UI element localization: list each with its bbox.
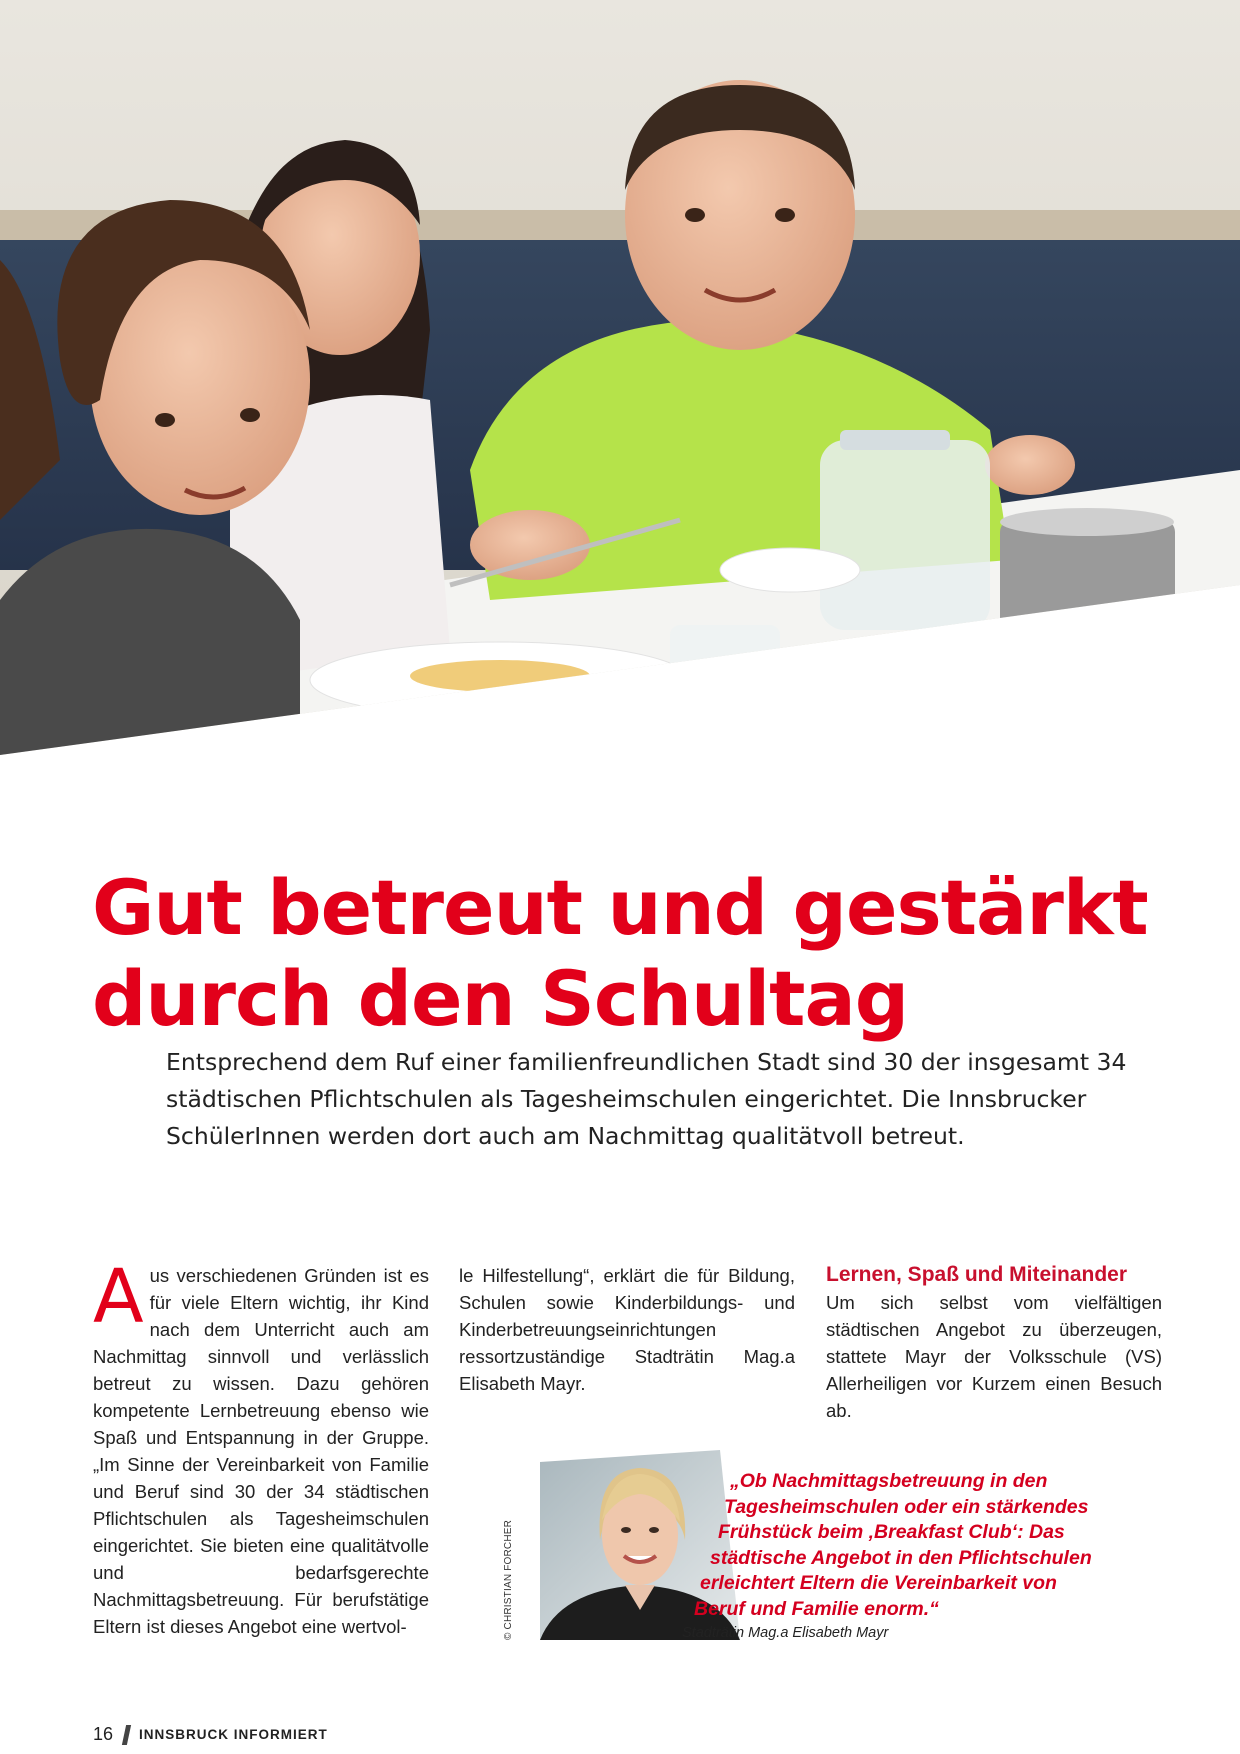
page-number: 16 [93, 1724, 114, 1744]
column-1-text: us verschiedenen Gründen ist es für viele Eltern wichtig, ihr Kind nach dem Unterricht auch am Nachmittag sinnvoll und verlässlich betreut zu wissen. Dazu gehören kompetente Lernbetreuung ebenso wie Spaß und Entspannung in der Gruppe. „Im Sinne der Vereinbarkeit von Familie und Beruf sind 30 der 34 städtischen Pflichtschulen als Tagesheimschulen eingerichtet. Sie bieten eine qualitätvolle und bedarfsgerechte Nachmittagsbetreuung. Für berufstätige Eltern ist dieses Angebot eine wertvol- [93, 1265, 429, 1637]
headline-line-1: Gut betreut und gestärkt [92, 863, 1148, 952]
photo-credit: © CHRISTIAN FORCHER [503, 1519, 514, 1640]
quote-line-1: „Ob Nachmittagsbetreuung in den [730, 1470, 1048, 1492]
hero-photo [0, 0, 1240, 755]
article-column-1 [93, 1254, 429, 1640]
page-footer [93, 1724, 328, 1745]
quote-line-3: Frühstück beim ‚Breakfast Club‘: Das [718, 1521, 1065, 1543]
quote-line-5: erleichtert Eltern die Vereinbarkeit von [700, 1572, 1057, 1594]
pull-quote [690, 1469, 1110, 1622]
article-headline [92, 862, 1192, 1044]
section-subheading: Lernen, Spaß und Miteinander [826, 1263, 1128, 1286]
quote-line-4: städtische Angebot in den Pflichtschulen [710, 1546, 1092, 1569]
headline-line-2: durch den Schultag [92, 954, 909, 1043]
drop-cap: A [93, 1254, 144, 1340]
article-column-2: le Hilfestellung“, erklärt die für Bildung, Schulen sowie Kinderbildungs- und Kinderbetreuungseinrichtungen ressortzuständige Stadträtin Mag.a Elisabeth Mayr. [459, 1265, 795, 1394]
article-column-3: Um sich selbst vom vielfältigen städtischen Angebot zu überzeugen, stattete Mayr der Volksschule (VS) Allerheiligen vor Kurzem einen Besuch ab. [826, 1292, 1162, 1421]
quote-author: Stadträtin Mag.a Elisabeth Mayr [682, 1625, 889, 1641]
slash-divider [122, 1725, 131, 1745]
article-lead: Entsprechend dem Ruf einer familienfreundlichen Stadt sind 30 der insgesamt 34 städtischen Pflichtschulen als Tagesheimschulen eingerichtet. Die Innsbrucker SchülerInnen werden dort auch am Nachmittag qualitätvoll betreut. [166, 1048, 1127, 1150]
quote-line-6: Beruf und Familie enorm.“ [694, 1597, 939, 1620]
quote-line-2: Tagesheimschulen oder ein stärkendes [724, 1495, 1089, 1518]
publication-name: INNSBRUCK INFORMIERT [139, 1727, 328, 1742]
